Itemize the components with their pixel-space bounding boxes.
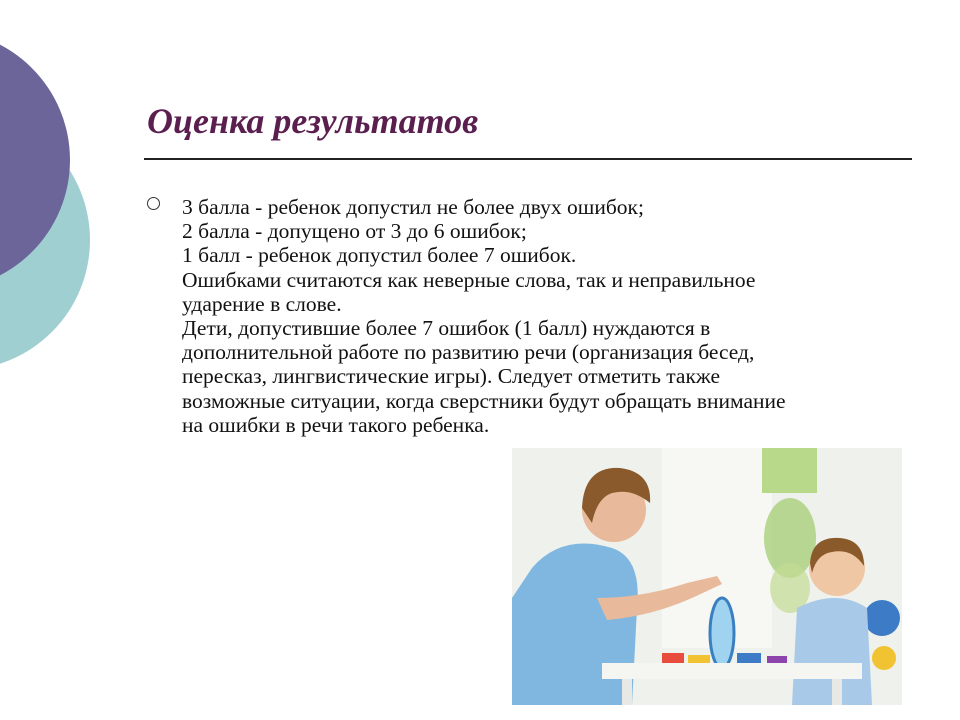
green-toy-shelf xyxy=(762,448,817,493)
toy-block xyxy=(662,653,684,663)
body-line: дополнительной работе по развитию речи (организация бесед, xyxy=(182,340,755,365)
body-line: ударение в слове. xyxy=(182,291,342,316)
table-leg xyxy=(832,679,842,705)
body-line: пересказ, лингвистические игры). Следует отметить также xyxy=(182,364,721,389)
yellow-ball xyxy=(872,646,896,670)
body-line: возможные ситуации, когда сверстники будут обращать внимание xyxy=(182,388,786,413)
slide-body-text xyxy=(182,195,912,437)
body-line: 1 балл - ребенок допустил более 7 ошибок. xyxy=(182,243,577,268)
slide-title: Оценка результатов xyxy=(147,101,479,141)
table-leg xyxy=(622,679,632,705)
table-top xyxy=(602,663,862,679)
toy-block xyxy=(737,653,761,663)
body-line: на ошибки в речи такого ребенка. xyxy=(182,412,490,437)
toy-block xyxy=(688,655,710,663)
blue-ball xyxy=(864,600,900,636)
bullet-circle-icon xyxy=(147,197,160,210)
title-divider xyxy=(144,158,912,160)
speech-therapy-photo xyxy=(512,448,902,705)
body-line: Ошибками считаются как неверные слова, так и неправильное xyxy=(182,267,756,292)
decorative-circles xyxy=(0,0,120,420)
body-line: 2 балла - допущено от 3 до 6 ошибок; xyxy=(182,219,527,244)
body-line: 3 балла - ребенок допустил не более двух ошибок; xyxy=(182,195,644,219)
toy-block xyxy=(767,656,787,663)
body-line: Дети, допустившие более 7 ошибок (1 балл) нуждаются в xyxy=(182,316,711,341)
hand-mirror xyxy=(710,598,734,668)
